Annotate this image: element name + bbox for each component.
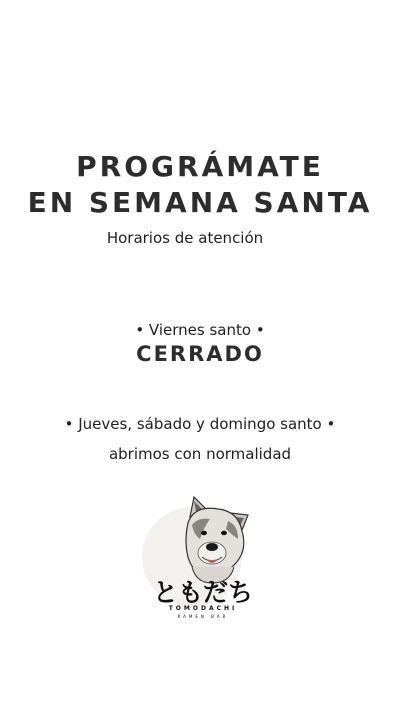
other-days-status: abrimos con normalidad bbox=[108, 445, 292, 463]
page-title-line-2: EN SEMANA SANTA bbox=[27, 186, 373, 219]
shiba-dog-icon bbox=[138, 495, 268, 585]
logo-japanese-text: ともだち bbox=[152, 578, 253, 607]
page-subtitle: Horarios de atención bbox=[106, 229, 264, 247]
friday-status: CERRADO bbox=[136, 342, 264, 366]
logo-tagline: RAMEN BAR bbox=[177, 614, 229, 619]
friday-label: • Viernes santo • bbox=[135, 321, 265, 339]
logo-brand-name: TOMODACHI bbox=[168, 605, 238, 612]
page-title-line-1: PROGRÁMATE bbox=[76, 150, 324, 183]
other-days-label: • Jueves, sábado y domingo santo • bbox=[64, 415, 336, 433]
tomodachi-logo bbox=[138, 495, 268, 625]
